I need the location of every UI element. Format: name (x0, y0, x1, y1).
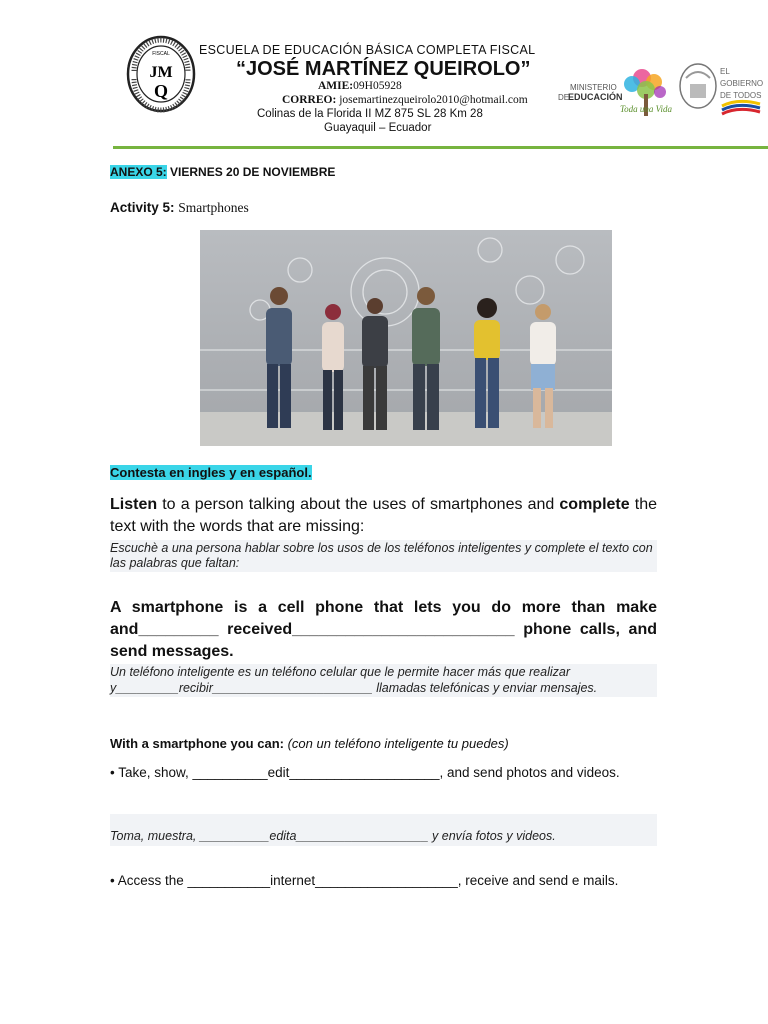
bullet-internet-exercise: • Access the ___________internet___________________, receive and send e mails. (110, 873, 619, 888)
svg-text:GOBIERNO: GOBIERNO (720, 79, 764, 88)
svg-text:EDUCACIÓN: EDUCACIÓN (568, 92, 623, 102)
school-type-line: ESCUELA DE EDUCACIÓN BÁSICA COMPLETA FISCAL (199, 43, 536, 57)
listen-text-1: to a person talking about the uses of smartphones and (157, 496, 560, 513)
school-address: Colinas de la Florida II MZ 875 SL 28 Km 28 (257, 108, 483, 120)
email-label: CORREO: (282, 94, 337, 106)
gobierno-logo (676, 60, 764, 116)
svg-text:DE TODOS: DE TODOS (720, 91, 762, 100)
svg-text:DE: DE (558, 93, 570, 102)
anexo-label: ANEXO 5: (110, 165, 167, 179)
header-divider (113, 146, 768, 149)
svg-text:FISCAL: FISCAL (152, 51, 170, 57)
listen-word: Listen (110, 496, 158, 513)
school-city: Guayaquil – Ecuador (324, 122, 432, 134)
with-smartphone-translation: (con un teléfono inteligente tu puedes) (283, 736, 509, 751)
ministerio-educacion-logo (556, 60, 674, 120)
school-logo (126, 35, 196, 113)
svg-text:MINISTERIO: MINISTERIO (570, 83, 617, 92)
amie-label: AMIE: (318, 80, 354, 92)
instructions-text: Contesta en ingles y en español. (110, 465, 312, 480)
with-smartphone-heading (110, 736, 509, 751)
complete-word: complete (559, 496, 630, 513)
listen-instruction-translation: Escuchè a una persona hablar sobre los usos de los teléfonos inteligentes y complete el texto con las palabras que faltan: (110, 540, 657, 572)
svg-text:EL: EL (720, 67, 730, 76)
email-value: josemartinezqueirolo2010@hotmail.com (339, 94, 528, 106)
svg-text:Q: Q (153, 81, 169, 101)
listen-instruction (110, 494, 657, 538)
svg-text:Toda una Vida: Toda una Vida (620, 104, 673, 114)
email-line (282, 94, 528, 106)
bullet-photos-translation: Toma, muestra, __________edita___________________ y envía fotos y videos. (110, 814, 657, 846)
bullet-photos-exercise: • Take, show, __________edit____________________, and send photos and videos. (110, 765, 620, 780)
listen-text-2: the text with the words that are missing: (110, 496, 658, 535)
smartphone-users-photo (200, 230, 612, 446)
school-name: “JOSÉ MARTÍNEZ QUEIROLO” (236, 58, 531, 80)
anexo-heading (110, 165, 335, 179)
instructions-heading (110, 465, 312, 480)
anexo-date: VIERNES 20 DE NOVIEMBRE (166, 165, 336, 179)
amie-value: 09H05928 (353, 80, 402, 92)
svg-text:JM: JM (149, 64, 173, 81)
amie-line (318, 80, 402, 92)
activity-heading (110, 200, 249, 216)
smartphone-definition-exercise: A smartphone is a cell phone that lets you do more than make and_________ received_________________________ phone calls, and send messages. (110, 599, 657, 660)
activity-label: Activity 5: (110, 200, 175, 215)
smartphone-definition-translation: Un teléfono inteligente es un teléfono celular que le permite hacer más que realizar y_________recibir_______________________ llamadas telefónicas y enviar mensajes. (110, 664, 657, 697)
with-smartphone-label: With a smartphone you can: (110, 736, 284, 751)
activity-topic: Smartphones (178, 200, 249, 215)
